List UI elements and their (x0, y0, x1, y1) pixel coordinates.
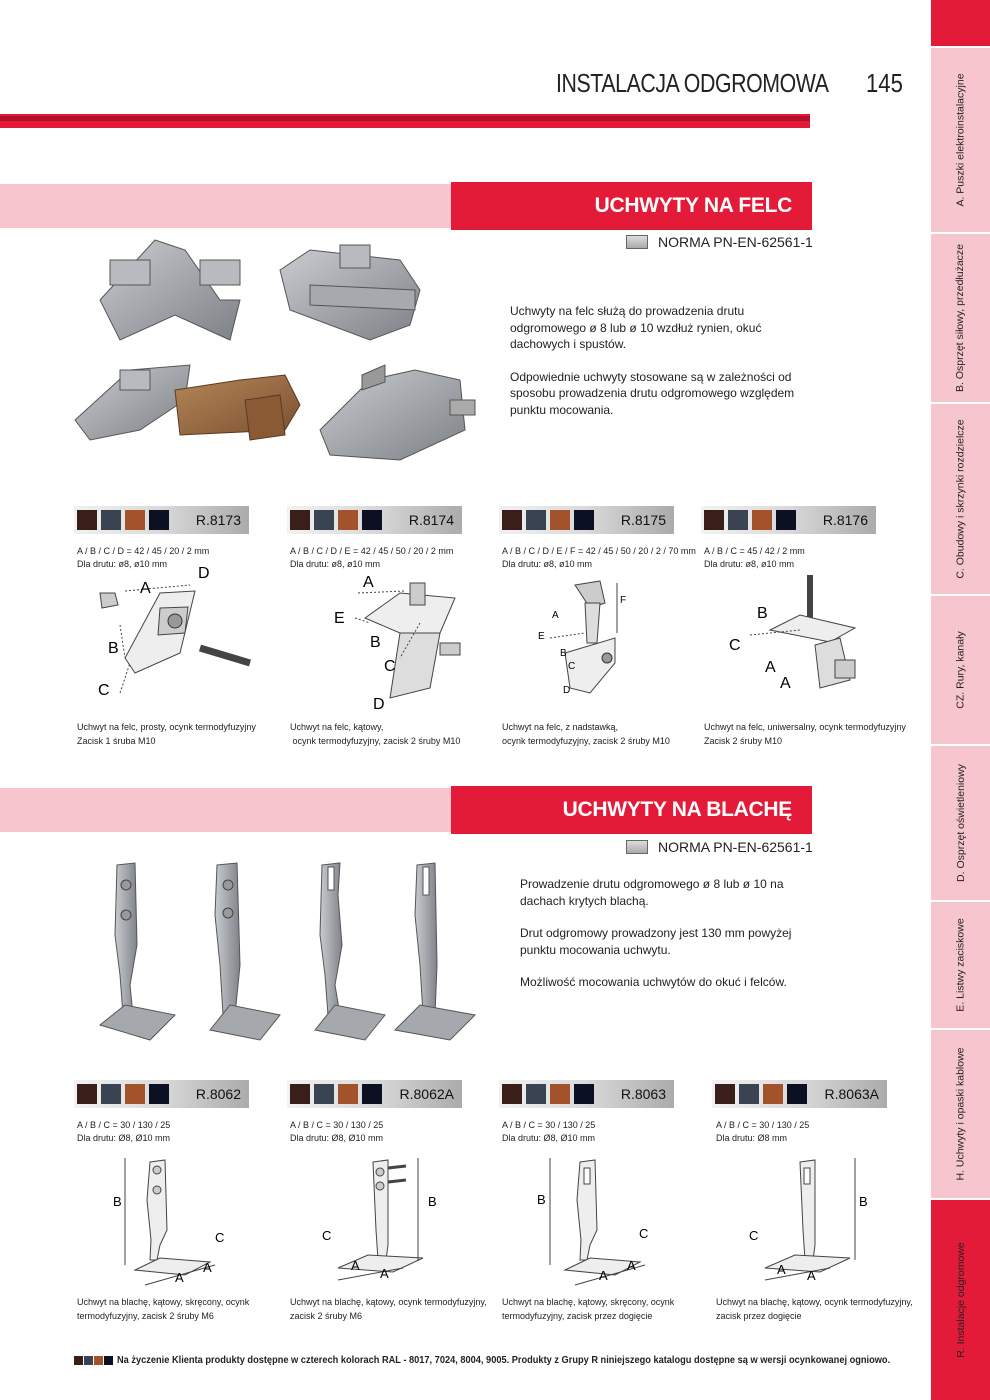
product-caption (77, 1295, 249, 1323)
dim-label: E (538, 631, 545, 642)
color-swatch (752, 510, 772, 530)
color-swatch (290, 510, 310, 530)
product-code: R.8063 (620, 1086, 666, 1102)
color-swatch (502, 1084, 522, 1104)
spec-dimensions: A / B / C / D = 42 / 45 / 20 / 2 mm (77, 546, 210, 556)
dim-label: A (777, 1262, 786, 1277)
technical-drawing-r8063a (745, 1150, 885, 1290)
caption-line: Uchwyt na blachę, kątowy, ocynk termodyfuzyjny, (716, 1297, 913, 1307)
tab-label: E. Listwy zaciskowe (954, 918, 967, 1012)
spec-dimensions: A / B / C / D / E / F = 42 / 45 / 50 / 20 / 2 / 70 mm (502, 546, 696, 556)
product-code: R.8174 (408, 512, 454, 528)
sidebar-top-accent (931, 0, 990, 46)
dim-label: D (563, 685, 571, 696)
color-swatch (149, 510, 169, 530)
document-icon (626, 840, 648, 854)
product-caption (716, 1295, 913, 1323)
dim-label: A (363, 574, 374, 591)
dim-label: E (334, 610, 345, 627)
product-card (712, 1080, 887, 1108)
section-band (0, 184, 455, 228)
product-code: R.8176 (822, 512, 868, 528)
color-swatch (314, 510, 334, 530)
technical-drawing-r8063 (535, 1150, 675, 1290)
spec-wire: Dla drutu: Ø8, Ø10 mm (77, 1133, 171, 1143)
dim-label: C (639, 1226, 649, 1241)
section-band (0, 788, 455, 832)
product-caption (502, 1295, 674, 1323)
technical-drawing-r8174 (290, 563, 480, 713)
footer-note (74, 1354, 990, 1366)
section-description (520, 876, 830, 1007)
product-caption (290, 1295, 487, 1323)
product-bar (701, 506, 876, 534)
product-card (287, 1080, 462, 1108)
caption-line: Uchwyt na blachę, kątowy, skręcony, ocynk (502, 1297, 675, 1307)
color-swatch (77, 510, 97, 530)
dim-label: A (351, 1258, 360, 1273)
color-swatch (763, 1084, 783, 1104)
description-paragraph: Prowadzenie drutu odgromowego ø 8 lub ø 10 na dachach krytych blachą. (520, 877, 784, 908)
color-swatch (290, 1084, 310, 1104)
dim-label: D (198, 565, 210, 582)
dim-label: F (620, 595, 627, 606)
caption-line: Zacisk 2 śruby M10 (704, 736, 783, 746)
tab-label: H. Uchwyty i opaski kablowe (954, 1047, 967, 1181)
caption-line: ocynk termodyfuzyjny, zacisk 2 śruby M10 (502, 736, 670, 746)
product-bar (499, 1080, 674, 1108)
caption-line: Uchwyt na felc, z nadstawką, (502, 722, 619, 732)
color-swatch (550, 510, 570, 530)
color-swatch (125, 1084, 145, 1104)
product-code: R.8063A (824, 1086, 879, 1102)
technical-drawing-r8176 (725, 570, 865, 695)
product-spec (716, 1119, 809, 1145)
caption-line: termodyfuzyjny, zacisk przez dogięcie (502, 1311, 653, 1321)
norma-label (626, 234, 813, 250)
caption-line: ocynk termodyfuzyjny, zacisk 2 śruby M10 (290, 736, 461, 746)
color-swatch (338, 510, 358, 530)
sheet-clamps-photo (95, 855, 485, 1045)
dim-label: B (859, 1194, 868, 1209)
dim-label: B (757, 605, 768, 622)
color-swatch (338, 1084, 358, 1104)
description-paragraph: Możliwość mocowania uchwytów do okuć i felców. (520, 975, 787, 989)
product-caption (77, 720, 256, 748)
color-swatch (149, 1084, 169, 1104)
product-card (499, 1080, 674, 1108)
color-swatch (101, 1084, 121, 1104)
product-spec (704, 545, 805, 571)
caption-line: Uchwyt na felc, uniwersalny, ocynk termodyfuzyjny (704, 722, 906, 732)
color-swatch (574, 510, 594, 530)
dim-label: A (140, 580, 151, 597)
section-description (510, 303, 820, 434)
tab-b[interactable] (931, 232, 990, 402)
product-bar (287, 506, 462, 534)
color-swatch (776, 510, 796, 530)
spec-wire: Dla drutu: Ø8, Ø10 mm (502, 1133, 596, 1143)
spec-dimensions: A / B / C = 30 / 130 / 25 (502, 1120, 596, 1130)
dim-label: A (780, 675, 791, 692)
dim-label: D (373, 696, 385, 713)
dim-label: C (215, 1230, 225, 1245)
tab-label: C. Obudowy i skrzynki rozdzielcze (954, 419, 967, 579)
dim-label: C (749, 1228, 759, 1243)
dim-label: A (807, 1268, 816, 1283)
product-spec (502, 1119, 595, 1145)
color-swatch (704, 510, 724, 530)
product-spec (290, 1119, 383, 1145)
tab-d[interactable] (931, 744, 990, 900)
dim-label: A (599, 1268, 608, 1283)
color-swatch (550, 1084, 570, 1104)
spec-wire: Dla drutu: Ø8 mm (716, 1133, 788, 1143)
tab-h[interactable] (931, 1028, 990, 1198)
product-spec (77, 1119, 170, 1145)
caption-line: termodyfuzyjny, zacisk 2 śruby M6 (77, 1311, 214, 1321)
tab-r[interactable] (931, 1198, 990, 1400)
caption-line: Uchwyt na blachę, kątowy, ocynk termodyfuzyjny, (290, 1297, 487, 1307)
spec-wire: Dla drutu: ø8, ø10 mm (290, 559, 381, 569)
product-bar (287, 1080, 462, 1108)
color-swatch (362, 510, 382, 530)
product-bar (712, 1080, 887, 1108)
dim-label: A (380, 1266, 389, 1281)
tab-label: R. Instalacje odgromowe (954, 1242, 967, 1358)
color-swatch (787, 1084, 807, 1104)
color-swatch (728, 510, 748, 530)
dim-label: C (568, 661, 576, 672)
product-code: R.8175 (620, 512, 666, 528)
felc-clamps-photo (70, 230, 490, 480)
caption-line: zacisk 2 śruby M6 (290, 1311, 363, 1321)
product-code: R.8173 (195, 512, 241, 528)
dim-label: C (384, 658, 396, 675)
product-caption (502, 720, 670, 748)
technical-drawing-r8173 (80, 563, 260, 703)
dim-label: A (552, 610, 559, 621)
color-swatch (84, 1356, 93, 1365)
technical-drawing-r8062a (318, 1150, 458, 1290)
dim-label: B (370, 634, 381, 651)
caption-line: Uchwyt na felc, kątowy, (290, 722, 384, 732)
color-swatch (526, 510, 546, 530)
tab-e[interactable] (931, 900, 990, 1028)
color-swatch (362, 1084, 382, 1104)
dim-label: A (203, 1260, 212, 1275)
color-swatch (94, 1356, 103, 1365)
product-code: R.8062A (399, 1086, 454, 1102)
product-card (74, 506, 249, 534)
spec-wire: Dla drutu: ø8, ø10 mm (77, 559, 168, 569)
description-paragraph: Uchwyty na felc służą do prowadzenia drutu odgromowego ø 8 lub ø 10 wzdłuż rynien, okuć dachowych i spustów. (510, 304, 762, 351)
tab-label: B. Osprzęt siłowy, przedłużacze (954, 243, 967, 393)
dim-label: B (108, 640, 119, 657)
footer-text: Na życzenie Klienta produkty dostępne w czterech kolorach RAL - 8017, 7024, 8004, 9005. Produkty z Grupy R niniejszego katalogu dostępne są w wersji ocynkowanej ogniowo. (117, 1354, 891, 1366)
section-title: UCHWYTY NA FELC (451, 182, 812, 230)
caption-line: Zacisk 1 śruba M10 (77, 736, 156, 746)
spec-dimensions: A / B / C / D / E = 42 / 45 / 50 / 20 / 2 mm (290, 546, 454, 556)
dim-label: C (322, 1228, 332, 1243)
tab-cz[interactable] (931, 594, 990, 744)
tab-c[interactable] (931, 402, 990, 594)
caption-line: Uchwyt na felc, prosty, ocynk termodyfuzyjny (77, 722, 256, 732)
color-swatch (502, 510, 522, 530)
spec-dimensions: A / B / C = 45 / 42 / 2 mm (704, 546, 805, 556)
color-swatch (77, 1084, 97, 1104)
color-swatch (125, 510, 145, 530)
dim-label: A (627, 1258, 636, 1273)
tab-a[interactable] (931, 46, 990, 232)
tab-label: A. Puszki elektroinstalacyjne (954, 73, 967, 207)
spec-dimensions: A / B / C = 30 / 130 / 25 (716, 1120, 810, 1130)
color-swatch (314, 1084, 334, 1104)
document-icon (626, 235, 648, 249)
color-swatch (101, 510, 121, 530)
spec-wire: Dla drutu: ø8, ø10 mm (704, 559, 795, 569)
dim-label: C (98, 682, 110, 699)
product-bar (499, 506, 674, 534)
tab-label: CZ. Rury, kanały (954, 631, 967, 709)
color-swatch (715, 1084, 735, 1104)
norma-text: NORMA PN-EN-62561-1 (658, 234, 813, 250)
dim-label: C (729, 637, 741, 654)
description-paragraph: Drut odgromowy prowadzony jest 130 mm powyżej punktu mocowania uchwytu. (520, 926, 792, 957)
dim-label: B (560, 648, 567, 659)
product-code: R.8062 (195, 1086, 241, 1102)
section-title: UCHWYTY NA BLACHĘ (451, 786, 812, 834)
spec-wire: Dla drutu: Ø8, Ø10 mm (290, 1133, 384, 1143)
dim-label: A (175, 1270, 184, 1285)
spec-wire: Dla drutu: ø8, ø10 mm (502, 559, 593, 569)
technical-drawing-r8175 (535, 563, 645, 703)
dim-label: B (428, 1194, 437, 1209)
product-caption (290, 720, 460, 748)
header-rule-dark (0, 116, 810, 121)
color-swatch (739, 1084, 759, 1104)
product-card (499, 506, 674, 534)
product-caption (704, 720, 906, 748)
spec-dimensions: A / B / C = 30 / 130 / 25 (77, 1120, 171, 1130)
dim-label: A (765, 659, 776, 676)
caption-line: zacisk przez dogięcie (716, 1311, 802, 1321)
caption-line: Uchwyt na blachę, kątowy, skręcony, ocynk (77, 1297, 250, 1307)
product-bar (74, 1080, 249, 1108)
product-bar (74, 506, 249, 534)
page-number: 145 (866, 68, 903, 98)
tab-label: D. Osprzęt oświetleniowy (954, 764, 967, 882)
color-swatch (526, 1084, 546, 1104)
page-title: INSTALACJA ODGROMOWA (556, 68, 829, 98)
color-swatch (574, 1084, 594, 1104)
color-swatch (104, 1356, 113, 1365)
description-paragraph: Odpowiednie uchwyty stosowane są w zależności od sposobu prowadzenia drutu odgromowego względem punktu mocowania. (510, 369, 795, 417)
technical-drawing-r8062 (105, 1150, 245, 1290)
dim-label: B (113, 1194, 122, 1209)
product-card (74, 1080, 249, 1108)
color-swatch (74, 1356, 83, 1365)
product-card (287, 506, 462, 534)
sidebar (931, 0, 990, 1400)
dim-label: B (537, 1192, 546, 1207)
spec-dimensions: A / B / C = 30 / 130 / 25 (290, 1120, 384, 1130)
norma-text: NORMA PN-EN-62561-1 (658, 839, 813, 855)
product-card (701, 506, 876, 534)
norma-label (626, 839, 813, 855)
